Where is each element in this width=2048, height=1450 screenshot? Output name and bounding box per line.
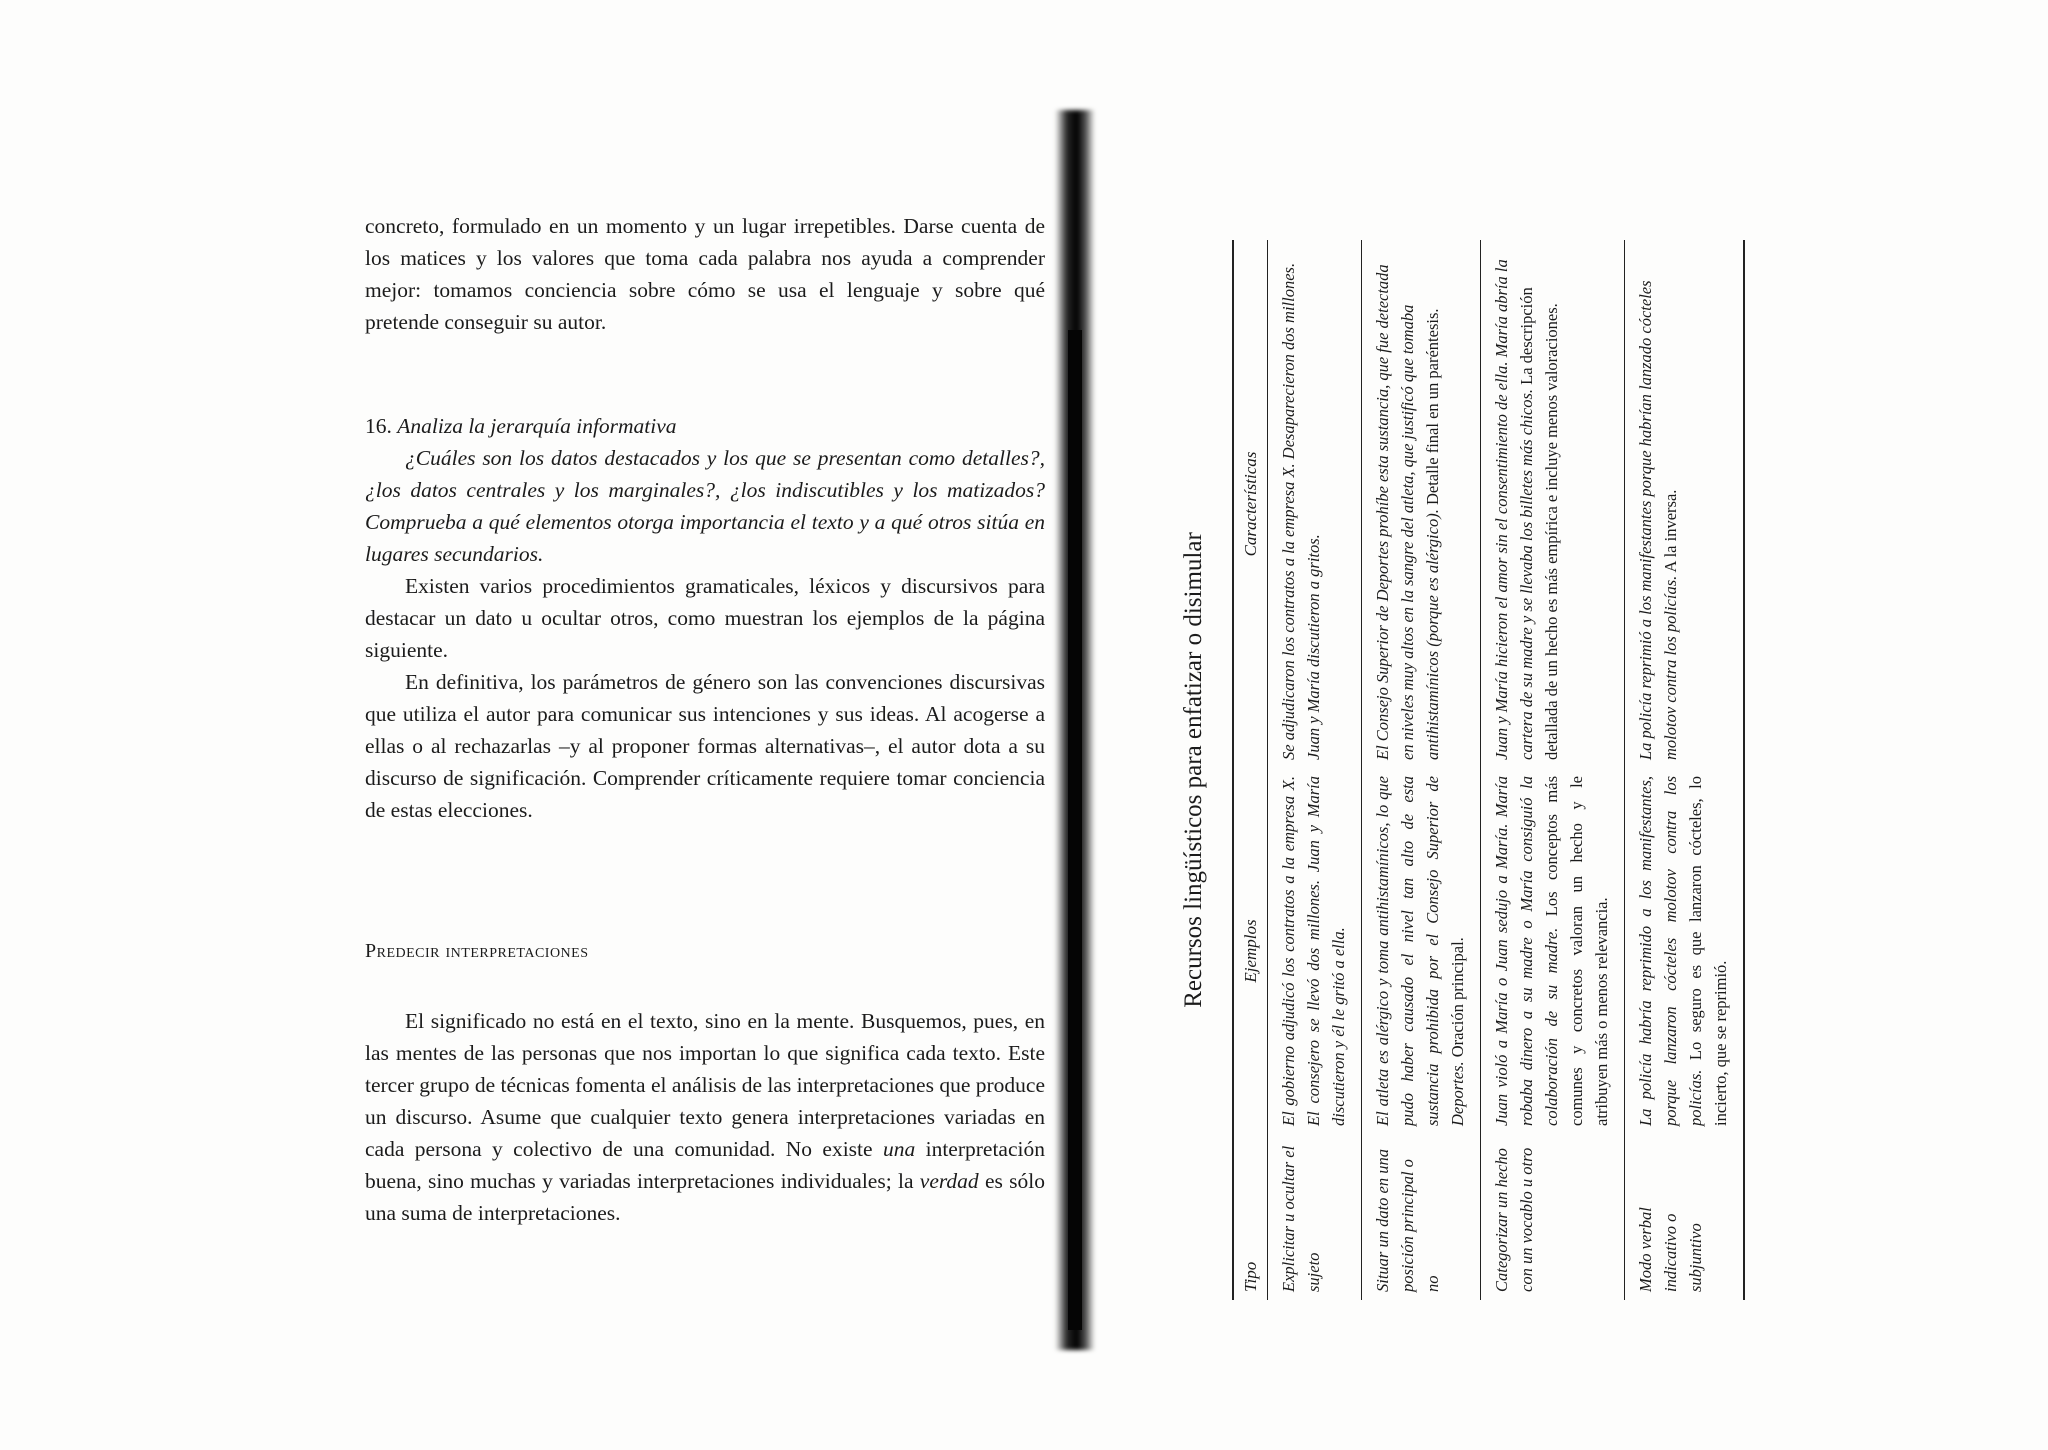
paragraph-concreto: concreto, formulado en un momento y un lugar irrepetibles. Darse cuenta de los matices y los valores que toma cada palabra nos ayuda a comprender mejor: tomamos conciencia sobre cómo se usa el lenguaje y sobre qué pretende conseguir su autor.	[365, 214, 1045, 334]
section-16	[365, 410, 1045, 826]
p4-part-a: El significado no está en el texto, sino en la mente. Busquemos, pues, en las mentes de las personas que nos importan lo que significa cada texto. Este tercer grupo de técnicas fomenta el análisis de las interpretaciones que produce un discurso. Asume que cualquier texto genera interpretaciones variadas en cada persona y colectivo de una comunidad. No existe	[365, 1009, 1045, 1161]
cell-ejemplos	[1362, 768, 1481, 1134]
section-16-number: 16.	[365, 414, 392, 438]
car-plain: La descripción detallada de un hecho es más empírica e incluye menos valoraciones.	[1517, 287, 1561, 760]
table-row	[1625, 240, 1745, 1300]
header-ejemplos: Ejemplos	[1233, 768, 1268, 1134]
cell-ejemplos	[1481, 768, 1625, 1134]
p4-part-c: es sólo una suma de interpretaciones.	[365, 1169, 1046, 1225]
p4-part-b: interpretación buena, sino muchas y variadas interpretaciones individuales; la	[365, 1137, 1045, 1193]
cell-caracteristicas	[1268, 240, 1362, 768]
car-plain: A la inversa.	[1661, 489, 1680, 576]
rotated-table-container	[1170, 220, 1870, 1320]
table-row	[1362, 240, 1481, 1300]
ej-italic: El atleta es alérgico y toma antihistamínicos, lo que pudo haber causado el nivel tan alto de esta sustancia prohibida por el Consejo Superior de Deportes.	[1373, 776, 1467, 1126]
paragraph-significado	[365, 1005, 1045, 1229]
section-16-question: ¿Cuáles son los datos destacados y los que se presentan como detalles?, ¿los datos centrales y los marginales?, ¿los indiscutibles y los matizados? Comprueba a qué elementos otorga importancia el texto y a qué otros sitúa en lugares secundarios.	[365, 446, 1045, 566]
table-title: Recursos lingüísticos para enfatizar o disimular	[1180, 532, 1207, 1008]
header-caracteristicas: Características	[1233, 240, 1268, 768]
p4-una: una	[882, 1137, 916, 1161]
cell-tipo: Categorizar un hecho con un vocablo u otro	[1481, 1134, 1625, 1300]
cell-tipo: Situar un dato en una posición principal o no	[1362, 1134, 1481, 1300]
table-header-row	[1233, 240, 1268, 1300]
section-16-title	[365, 410, 1045, 442]
ej-plain: Los conceptos más comunes y concretos valoran un hecho y le atribuyen más o menos relevancia.	[1542, 776, 1611, 1126]
ej-italic: Juan violó a María o Juan sedujo a María. María robaba dinero a su madre o María consiguió la colaboración de su madre.	[1492, 776, 1561, 1126]
p4-verdad: verdad	[919, 1169, 979, 1193]
car-italic: Se adjudicaron los contratos a la empresa X. Desaparecieron dos millones. Juan y María discutieron a gritos.	[1279, 262, 1323, 760]
section-16-title-text: Analiza la jerarquía informativa	[397, 414, 677, 438]
car-plain: Detalle final en un paréntesis.	[1423, 308, 1442, 510]
header-tipo: Tipo	[1233, 1134, 1268, 1300]
table-row	[1268, 240, 1362, 1300]
right-page	[1170, 220, 1870, 1320]
section-heading-predecir: Predecir interpretaciones	[365, 940, 589, 962]
cell-tipo: Explicitar u ocultar el sujeto	[1268, 1134, 1362, 1300]
ej-italic: La policía habría reprimido a los manifestantes, porque lanzaron cócteles molotov contra los policías.	[1636, 776, 1705, 1126]
ej-plain: Lo seguro es que lanzaron cócteles, lo incierto, que se reprimió.	[1686, 776, 1730, 1126]
car-italic: La policía reprimió a los manifestantes porque habrían lanzado cócteles molotov contra los policías.	[1636, 280, 1680, 760]
cell-caracteristicas	[1362, 240, 1481, 768]
paragraph-definitiva: En definitiva, los parámetros de género son las convenciones discursivas que utiliza el autor para comunicar sus intenciones y sus ideas. Al acogerse a ellas o al rechazarlas –y al proponer formas alternativas–, el autor dota a su discurso de significación. Comprender críticamente requiere tomar conciencia de estas elecciones.	[365, 670, 1045, 822]
recursos-table	[1232, 240, 1745, 1300]
car-italic: Juan y María hicieron el amor sin el consentimiento de ella. María abría la cartera de su madre y se llevaba los billetes más chicos.	[1492, 259, 1536, 760]
ej-plain: Oración principal.	[1448, 937, 1467, 1062]
table-row	[1481, 240, 1625, 1300]
car-italic: El Consejo Superior de Deportes prohíbe esta sustancia, que fue detectada en niveles muy altos en la sangre del atleta, que justificó que tomaba antihistamínicos (porque es alérgico).	[1373, 264, 1442, 760]
cell-caracteristicas	[1481, 240, 1625, 768]
cell-ejemplos	[1625, 768, 1745, 1134]
cell-caracteristicas	[1625, 240, 1745, 768]
paragraph-procedimientos: Existen varios procedimientos gramaticales, léxicos y discursivos para destacar un dato u ocultar otros, como muestran los ejemplos de la página siguiente.	[365, 574, 1045, 662]
cell-ejemplos: El gobierno adjudicó los contratos a la empresa X. El consejero se llevó dos millones. Juan y María discutieron y él le gritó a ella.	[1268, 768, 1362, 1134]
cell-tipo: Modo verbal indicativo o subjuntivo	[1625, 1134, 1745, 1300]
book-gutter-core	[1068, 330, 1082, 1330]
